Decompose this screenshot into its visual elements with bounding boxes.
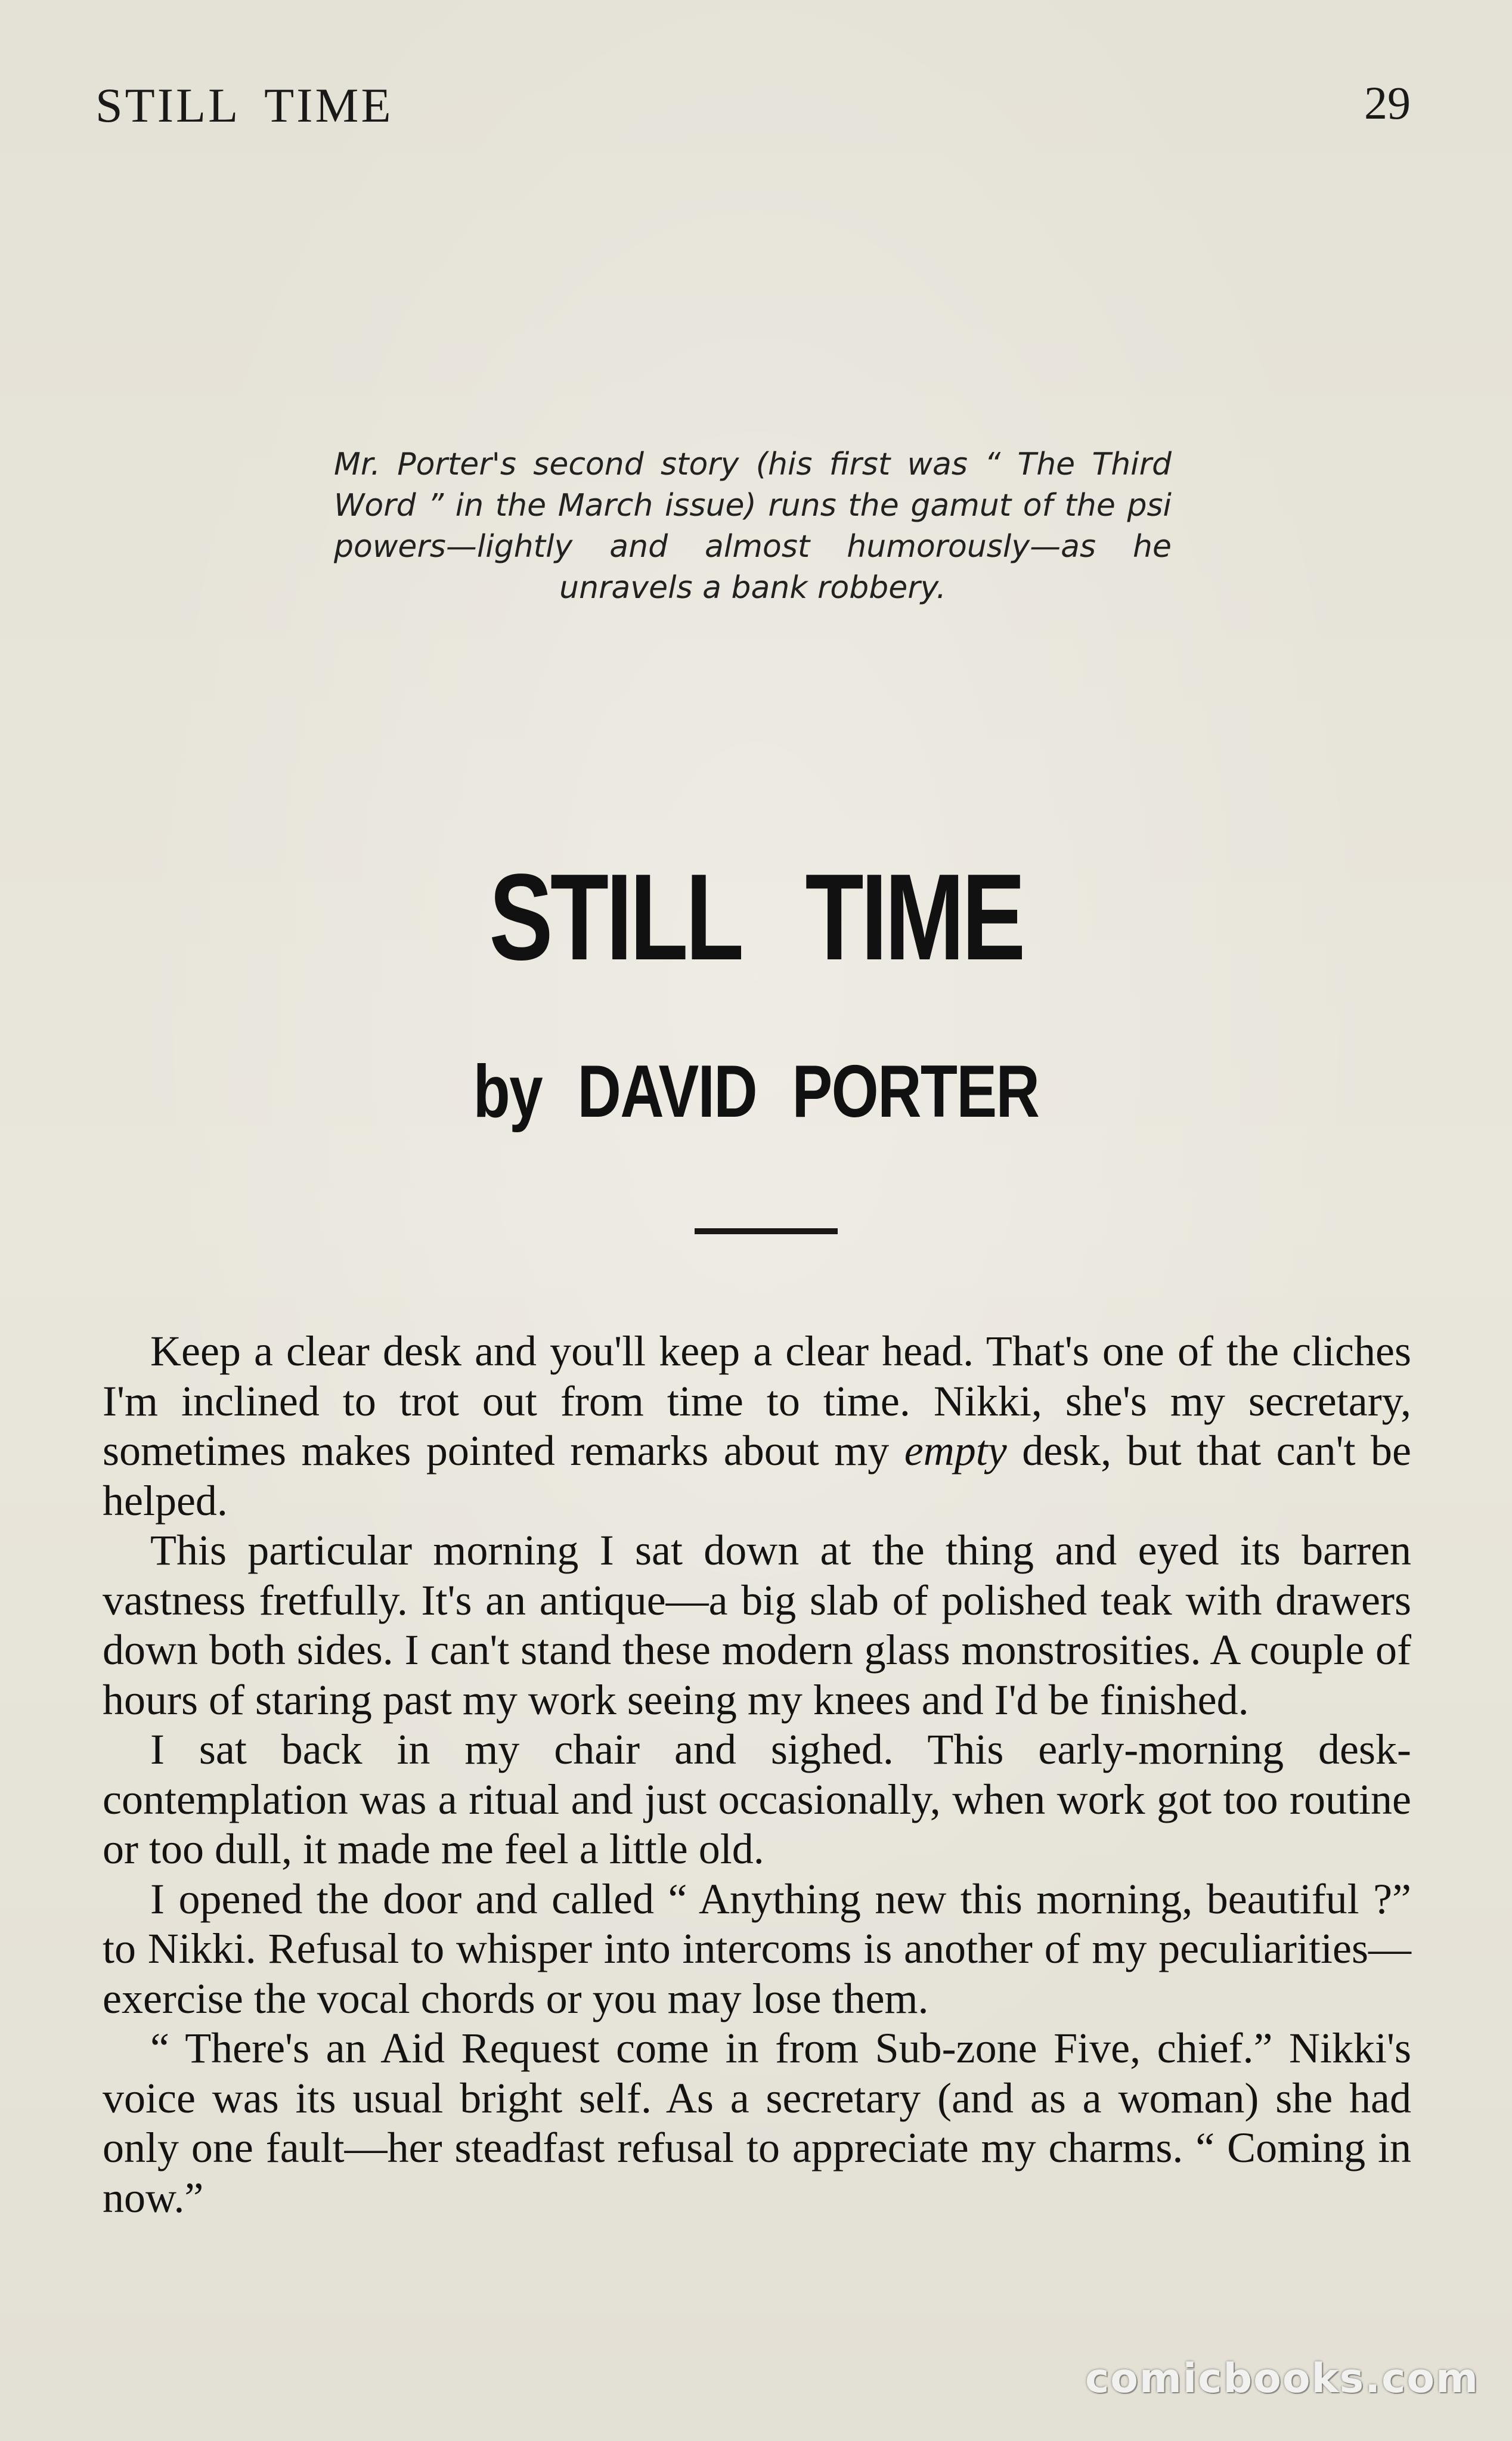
page-number: 29 — [1364, 77, 1411, 129]
paragraph-1-emphasis: empty — [904, 1427, 1007, 1474]
story-title: STILL TIME — [489, 848, 1023, 986]
title-divider-rule — [695, 1228, 838, 1234]
paragraph-5: “ There's an Aid Request come in from Sub-zone Five, chief.” Nikki's voice was its usual bright self. As a secretary (and as a woman) she had only one fault—her steadfast refusal to appreciate my charms. “ Coming in now.” — [103, 2024, 1411, 2222]
story-blurb: Mr. Porter's second story (his first was “ The Third Word ” in the March issue) runs the gamut of the psi powers—lightly and almost humorously—as he unravels a bank robbery. — [334, 447, 1172, 606]
paragraph-1-text-a: Keep a clear desk and you'll keep a clear head. That's one of the cliches I'm inclined to trot out from time to time. Nikki, she's my secretary, sometimes makes pointed remarks about my — [103, 1327, 1411, 1474]
paragraph-4: I opened the door and called “ Anything new this morning, beautiful ?” to Nikki. Refusal to whisper into intercoms is another of my peculiarities—exercise the vocal chords or you may lose them. — [103, 1875, 1411, 2022]
paragraph-2: This particular morning I sat down at the thing and eyed its barren vastness fretfully. It's an antique—a big slab of polished teak with drawers down both sides. I can't stand these modern glass monstrosities. A couple of hours of staring past my work seeing my knees and I'd be finished. — [103, 1526, 1411, 1724]
paragraph-1-text-b: desk, but that can't be helped. — [103, 1427, 1412, 1525]
watermark-logo: comicbooks.com — [1085, 2355, 1479, 2402]
story-byline: by DAVID PORTER — [473, 1051, 1039, 1133]
paragraph-3: I sat back in my chair and sighed. This early-morning desk-contemplation was a ritual and just occasionally, when work got too routine or too dull, it made me feel a little old. — [103, 1726, 1411, 1873]
story-body — [103, 1327, 1411, 2223]
paragraph-1 — [103, 1327, 1411, 1526]
running-head-title: STILL TIME — [95, 78, 394, 132]
